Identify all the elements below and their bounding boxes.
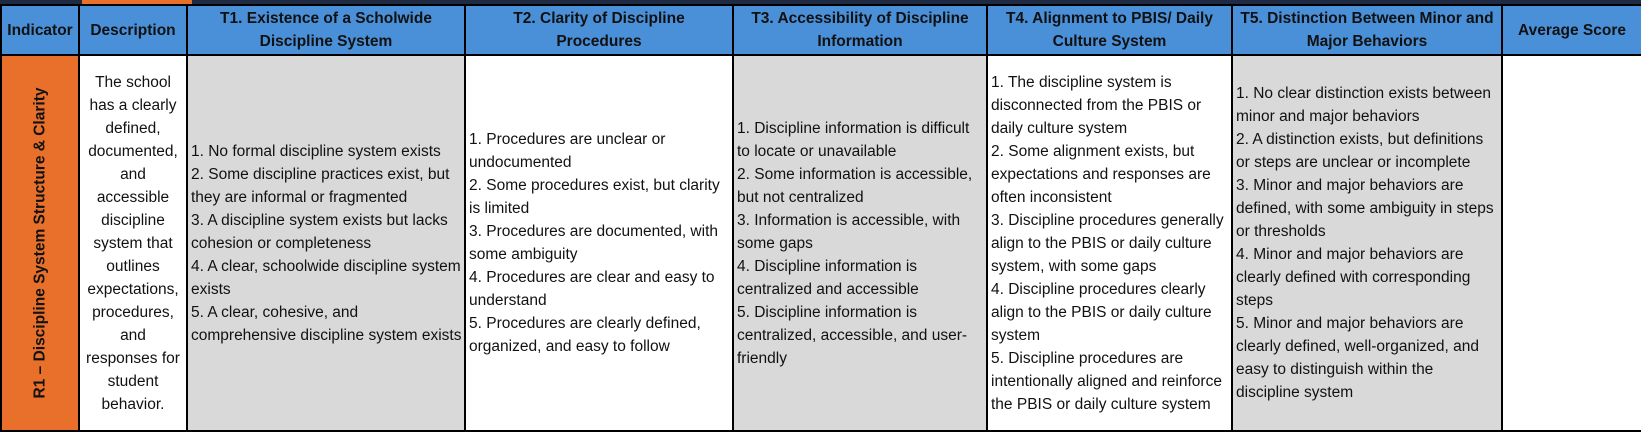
level-item: 3. Minor and major behaviors are defined, with some ambiguity in steps or thresholds: [1236, 177, 1494, 240]
level-item: 2. A distinction exists, but definitions or steps are unclear or incomplete: [1236, 131, 1484, 171]
header-row: [1, 5, 1641, 55]
cell-t4[interactable]: [987, 55, 1232, 431]
level-item: 5. Discipline information is centralized, accessible, and user-friendly: [737, 303, 968, 367]
header-t2[interactable]: T2. Clarity of Discipline Procedures: [465, 5, 733, 55]
header-t5[interactable]: T5. Distinction Between Minor and Major Behaviors: [1232, 5, 1502, 55]
level-item: 1. No formal discipline system exists: [191, 142, 441, 160]
level-item: 5. A clear, cohesive, and comprehensive discipline system exists: [191, 303, 462, 344]
header-t1[interactable]: T1. Existence of a Scholwide Discipline System: [187, 5, 465, 55]
level-item: 4. Procedures are clear and easy to understand: [469, 269, 715, 309]
level-item: 4. A clear, schoolwide discipline system exists: [191, 257, 461, 298]
level-item: 3. Discipline procedures generally align to the PBIS or daily culture system, with some gaps: [991, 211, 1224, 275]
cell-t2[interactable]: [465, 55, 733, 431]
level-item: 3. Procedures are documented, with some ambiguity: [469, 223, 718, 263]
t5-levels: [1233, 82, 1501, 404]
t1-levels: [188, 140, 464, 347]
level-item: 5. Discipline procedures are intentionally aligned and reinforce the PBIS or daily culture system: [991, 349, 1222, 413]
header-description[interactable]: Description: [79, 5, 187, 55]
cell-average-score[interactable]: [1502, 55, 1641, 431]
rubric-table: [0, 4, 1641, 432]
level-item: 2. Some alignment exists, but expectations and responses are often inconsistent: [991, 142, 1211, 206]
level-item: 5. Procedures are clearly defined, organized, and easy to follow: [469, 315, 701, 355]
level-item: 2. Some procedures exist, but clarity is limited: [469, 177, 720, 217]
level-item: 1. The discipline system is disconnected from the PBIS or daily culture system: [991, 73, 1202, 137]
level-item: 1. Procedures are unclear or undocumented: [469, 131, 666, 171]
indicator-label: R1 – Discipline System Structure & Clarity: [31, 87, 49, 399]
cell-indicator[interactable]: [1, 55, 79, 431]
t3-levels: [734, 117, 986, 370]
header-average-score[interactable]: Average Score: [1502, 5, 1641, 55]
cell-t1[interactable]: [187, 55, 465, 431]
level-item: 3. A discipline system exists but lacks cohesion or completeness: [191, 211, 448, 252]
level-item: 4. Discipline information is centralized and accessible: [737, 257, 919, 298]
level-item: 4. Minor and major behaviors are clearly defined with corresponding steps: [1236, 246, 1471, 309]
level-item: 4. Discipline procedures clearly align to the PBIS or daily culture system: [991, 280, 1212, 344]
cell-description[interactable]: [79, 55, 187, 431]
header-t4[interactable]: T4. Alignment to PBIS/ Daily Culture System: [987, 5, 1232, 55]
level-item: 2. Some discipline practices exist, but they are informal or fragmented: [191, 165, 450, 206]
level-item: 3. Information is accessible, with some gaps: [737, 211, 961, 252]
cell-t3[interactable]: [733, 55, 987, 431]
t4-levels: [988, 71, 1231, 416]
cell-t5[interactable]: [1232, 55, 1502, 431]
level-item: 1. No clear distinction exists between minor and major behaviors: [1236, 85, 1492, 125]
description-text: The school has a clearly defined, documented, and accessible discipline system that outlines expectations, procedures, and responses for student behavior.: [86, 73, 180, 413]
header-t3[interactable]: T3. Accessibility of Discipline Information: [733, 5, 987, 55]
t2-levels: [466, 128, 732, 358]
header-indicator[interactable]: Indicator: [1, 5, 79, 55]
level-item: 5. Minor and major behaviors are clearly defined, well-organized, and easy to distinguish within the discipline system: [1236, 315, 1479, 401]
level-item: 2. Some information is accessible, but not centralized: [737, 165, 973, 206]
table-row: [1, 55, 1641, 431]
level-item: 1. Discipline information is difficult to locate or unavailable: [737, 119, 970, 160]
